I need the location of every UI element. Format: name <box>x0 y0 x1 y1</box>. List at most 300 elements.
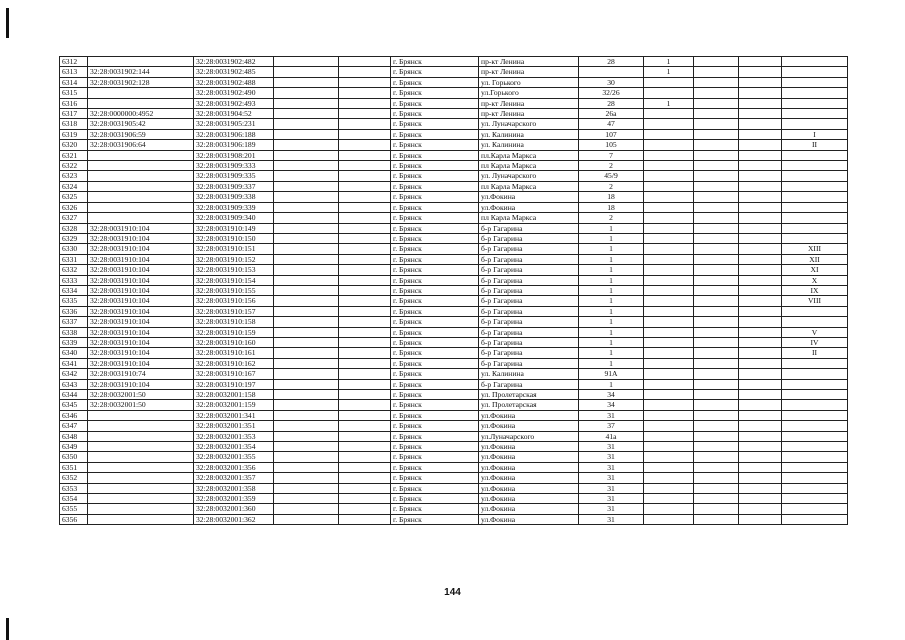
blank-cell-d <box>739 348 782 358</box>
city-cell: г. Брянск <box>391 337 479 347</box>
blank-cell-a <box>274 254 339 264</box>
house-number-cell: 107 <box>579 129 644 139</box>
row-number-cell: 6315 <box>60 88 88 98</box>
blank-cell-d <box>739 306 782 316</box>
blank-cell-a <box>274 67 339 77</box>
blank-cell-a <box>274 181 339 191</box>
table-row <box>60 275 848 285</box>
blank-cell-c <box>694 369 739 379</box>
building-cell <box>644 431 694 441</box>
blank-cell-b <box>339 161 391 171</box>
scan-edge-mark-bottom <box>6 618 9 640</box>
object-cadastral-number-cell: 32:28:0032001:358 <box>194 483 274 493</box>
building-cell <box>644 400 694 410</box>
street-cell: ул.Луначарского <box>479 431 579 441</box>
city-cell: г. Брянск <box>391 317 479 327</box>
parcel-cadastral-number-cell: 32:28:0031910:104 <box>88 317 194 327</box>
row-number-cell: 6350 <box>60 452 88 462</box>
parcel-cadastral-number-cell <box>88 483 194 493</box>
parcel-cadastral-number-cell: 32:28:0031910:104 <box>88 348 194 358</box>
parcel-cadastral-number-cell: 32:28:0031902:128 <box>88 77 194 87</box>
blank-cell-b <box>339 57 391 67</box>
row-number-cell: 6348 <box>60 431 88 441</box>
house-number-cell: 31 <box>579 410 644 420</box>
building-cell <box>644 223 694 233</box>
blank-cell-c <box>694 317 739 327</box>
parcel-cadastral-number-cell <box>88 462 194 472</box>
blank-cell-c <box>694 275 739 285</box>
parcel-cadastral-number-cell: 32:28:0031910:104 <box>88 337 194 347</box>
section-cell <box>782 67 848 77</box>
row-number-cell: 6313 <box>60 67 88 77</box>
house-number-cell: 28 <box>579 98 644 108</box>
object-cadastral-number-cell: 32:28:0032001:362 <box>194 514 274 524</box>
object-cadastral-number-cell: 32:28:0032001:159 <box>194 400 274 410</box>
street-cell: б-р Гагарина <box>479 254 579 264</box>
city-cell: г. Брянск <box>391 369 479 379</box>
table-row <box>60 57 848 67</box>
table-row <box>60 494 848 504</box>
city-cell: г. Брянск <box>391 244 479 254</box>
row-number-cell: 6325 <box>60 192 88 202</box>
house-number-cell: 1 <box>579 275 644 285</box>
street-cell: ул. Луначарского <box>479 171 579 181</box>
city-cell: г. Брянск <box>391 348 479 358</box>
street-cell: пл Карла Маркса <box>479 213 579 223</box>
street-cell: б-р Гагарина <box>479 306 579 316</box>
house-number-cell: 37 <box>579 421 644 431</box>
parcel-cadastral-number-cell <box>88 494 194 504</box>
row-number-cell: 6321 <box>60 150 88 160</box>
object-cadastral-number-cell: 32:28:0032001:360 <box>194 504 274 514</box>
table-row <box>60 462 848 472</box>
row-number-cell: 6322 <box>60 161 88 171</box>
row-number-cell: 6345 <box>60 400 88 410</box>
blank-cell-a <box>274 285 339 295</box>
section-cell <box>782 223 848 233</box>
house-number-cell: 34 <box>579 390 644 400</box>
object-cadastral-number-cell: 32:28:0032001:353 <box>194 431 274 441</box>
building-cell <box>644 265 694 275</box>
parcel-cadastral-number-cell: 32:28:0031906:59 <box>88 129 194 139</box>
city-cell: г. Брянск <box>391 109 479 119</box>
section-cell <box>782 192 848 202</box>
building-cell <box>644 129 694 139</box>
building-cell <box>644 494 694 504</box>
object-cadastral-number-cell: 32:28:0032001:356 <box>194 462 274 472</box>
blank-cell-a <box>274 192 339 202</box>
object-cadastral-number-cell: 32:28:0032001:355 <box>194 452 274 462</box>
street-cell: пл Карла Маркса <box>479 161 579 171</box>
blank-cell-a <box>274 442 339 452</box>
street-cell: б-р Гагарина <box>479 275 579 285</box>
house-number-cell: 1 <box>579 358 644 368</box>
section-cell: IX <box>782 285 848 295</box>
table-row <box>60 192 848 202</box>
street-cell: ул. Горького <box>479 77 579 87</box>
house-number-cell: 41а <box>579 431 644 441</box>
parcel-cadastral-number-cell <box>88 504 194 514</box>
house-number-cell <box>579 67 644 77</box>
street-cell: пл Карла Маркса <box>479 181 579 191</box>
object-cadastral-number-cell: 32:28:0031910:162 <box>194 358 274 368</box>
section-cell: II <box>782 348 848 358</box>
blank-cell-d <box>739 109 782 119</box>
row-number-cell: 6338 <box>60 327 88 337</box>
blank-cell-b <box>339 171 391 181</box>
street-cell: б-р Гагарина <box>479 233 579 243</box>
building-cell <box>644 327 694 337</box>
section-cell <box>782 400 848 410</box>
row-number-cell: 6331 <box>60 254 88 264</box>
city-cell: г. Брянск <box>391 421 479 431</box>
table-row <box>60 431 848 441</box>
street-cell: б-р Гагарина <box>479 265 579 275</box>
section-cell: X <box>782 275 848 285</box>
blank-cell-c <box>694 223 739 233</box>
house-number-cell: 31 <box>579 514 644 524</box>
row-number-cell: 6316 <box>60 98 88 108</box>
blank-cell-a <box>274 369 339 379</box>
house-number-cell: 2 <box>579 181 644 191</box>
house-number-cell: 34 <box>579 400 644 410</box>
blank-cell-d <box>739 77 782 87</box>
parcel-cadastral-number-cell: 32:28:0031910:104 <box>88 244 194 254</box>
parcel-cadastral-number-cell: 32:28:0000000:4952 <box>88 109 194 119</box>
street-cell: ул.Горького <box>479 88 579 98</box>
street-cell: б-р Гагарина <box>479 285 579 295</box>
section-cell <box>782 171 848 181</box>
building-cell: 1 <box>644 98 694 108</box>
row-number-cell: 6318 <box>60 119 88 129</box>
row-number-cell: 6323 <box>60 171 88 181</box>
city-cell: г. Брянск <box>391 181 479 191</box>
blank-cell-c <box>694 306 739 316</box>
building-cell <box>644 473 694 483</box>
object-cadastral-number-cell: 32:28:0032001:354 <box>194 442 274 452</box>
blank-cell-d <box>739 473 782 483</box>
property-registry-table <box>59 56 848 525</box>
house-number-cell: 1 <box>579 337 644 347</box>
blank-cell-d <box>739 213 782 223</box>
section-cell <box>782 504 848 514</box>
table-row <box>60 119 848 129</box>
street-cell: б-р Гагарина <box>479 379 579 389</box>
city-cell: г. Брянск <box>391 431 479 441</box>
blank-cell-c <box>694 192 739 202</box>
house-number-cell: 31 <box>579 483 644 493</box>
building-cell: 1 <box>644 67 694 77</box>
city-cell: г. Брянск <box>391 358 479 368</box>
city-cell: г. Брянск <box>391 483 479 493</box>
blank-cell-a <box>274 77 339 87</box>
city-cell: г. Брянск <box>391 171 479 181</box>
blank-cell-b <box>339 327 391 337</box>
house-number-cell: 26а <box>579 109 644 119</box>
blank-cell-d <box>739 358 782 368</box>
row-number-cell: 6320 <box>60 140 88 150</box>
blank-cell-a <box>274 150 339 160</box>
blank-cell-a <box>274 410 339 420</box>
row-number-cell: 6344 <box>60 390 88 400</box>
section-cell <box>782 109 848 119</box>
registry-table-body <box>60 57 848 525</box>
parcel-cadastral-number-cell <box>88 57 194 67</box>
object-cadastral-number-cell: 32:28:0031909:333 <box>194 161 274 171</box>
row-number-cell: 6336 <box>60 306 88 316</box>
parcel-cadastral-number-cell: 32:28:0031910:104 <box>88 327 194 337</box>
blank-cell-b <box>339 98 391 108</box>
building-cell <box>644 202 694 212</box>
house-number-cell: 105 <box>579 140 644 150</box>
section-cell <box>782 483 848 493</box>
blank-cell-d <box>739 431 782 441</box>
house-number-cell: 45/9 <box>579 171 644 181</box>
street-cell: ул. Пролетарская <box>479 390 579 400</box>
section-cell <box>782 379 848 389</box>
blank-cell-b <box>339 150 391 160</box>
blank-cell-d <box>739 442 782 452</box>
parcel-cadastral-number-cell: 32:28:0031910:104 <box>88 254 194 264</box>
blank-cell-d <box>739 483 782 493</box>
blank-cell-b <box>339 244 391 254</box>
table-row <box>60 452 848 462</box>
section-cell <box>782 452 848 462</box>
parcel-cadastral-number-cell <box>88 473 194 483</box>
blank-cell-b <box>339 442 391 452</box>
blank-cell-c <box>694 379 739 389</box>
house-number-cell: 31 <box>579 462 644 472</box>
city-cell: г. Брянск <box>391 400 479 410</box>
city-cell: г. Брянск <box>391 161 479 171</box>
blank-cell-d <box>739 223 782 233</box>
city-cell: г. Брянск <box>391 306 479 316</box>
section-cell <box>782 390 848 400</box>
city-cell: г. Брянск <box>391 233 479 243</box>
blank-cell-a <box>274 358 339 368</box>
house-number-cell: 91А <box>579 369 644 379</box>
blank-cell-a <box>274 202 339 212</box>
blank-cell-d <box>739 254 782 264</box>
scan-edge-mark-top <box>6 8 9 38</box>
document-page <box>59 56 847 525</box>
city-cell: г. Брянск <box>391 140 479 150</box>
blank-cell-c <box>694 233 739 243</box>
blank-cell-a <box>274 296 339 306</box>
city-cell: г. Брянск <box>391 452 479 462</box>
object-cadastral-number-cell: 32:28:0031909:339 <box>194 202 274 212</box>
object-cadastral-number-cell: 32:28:0031910:157 <box>194 306 274 316</box>
object-cadastral-number-cell: 32:28:0032001:351 <box>194 421 274 431</box>
blank-cell-c <box>694 410 739 420</box>
object-cadastral-number-cell: 32:28:0031909:340 <box>194 213 274 223</box>
blank-cell-a <box>274 431 339 441</box>
table-row <box>60 213 848 223</box>
blank-cell-c <box>694 494 739 504</box>
city-cell: г. Брянск <box>391 473 479 483</box>
table-row <box>60 442 848 452</box>
blank-cell-b <box>339 129 391 139</box>
parcel-cadastral-number-cell <box>88 161 194 171</box>
object-cadastral-number-cell: 32:28:0032001:357 <box>194 473 274 483</box>
blank-cell-c <box>694 452 739 462</box>
blank-cell-d <box>739 452 782 462</box>
street-cell: ул. Калинина <box>479 369 579 379</box>
building-cell <box>644 306 694 316</box>
city-cell: г. Брянск <box>391 442 479 452</box>
row-number-cell: 6354 <box>60 494 88 504</box>
house-number-cell: 47 <box>579 119 644 129</box>
street-cell: ул.Фокина <box>479 494 579 504</box>
blank-cell-d <box>739 202 782 212</box>
blank-cell-d <box>739 514 782 524</box>
blank-cell-c <box>694 67 739 77</box>
blank-cell-d <box>739 150 782 160</box>
house-number-cell: 1 <box>579 379 644 389</box>
parcel-cadastral-number-cell <box>88 202 194 212</box>
section-cell <box>782 181 848 191</box>
blank-cell-a <box>274 452 339 462</box>
row-number-cell: 6346 <box>60 410 88 420</box>
house-number-cell: 28 <box>579 57 644 67</box>
blank-cell-b <box>339 192 391 202</box>
row-number-cell: 6330 <box>60 244 88 254</box>
row-number-cell: 6333 <box>60 275 88 285</box>
table-row <box>60 390 848 400</box>
object-cadastral-number-cell: 32:28:0031909:338 <box>194 192 274 202</box>
table-row <box>60 150 848 160</box>
parcel-cadastral-number-cell <box>88 181 194 191</box>
blank-cell-d <box>739 296 782 306</box>
section-cell <box>782 77 848 87</box>
blank-cell-c <box>694 140 739 150</box>
blank-cell-d <box>739 233 782 243</box>
blank-cell-a <box>274 119 339 129</box>
table-row <box>60 379 848 389</box>
row-number-cell: 6341 <box>60 358 88 368</box>
row-number-cell: 6342 <box>60 369 88 379</box>
building-cell <box>644 213 694 223</box>
street-cell: б-р Гагарина <box>479 244 579 254</box>
blank-cell-b <box>339 140 391 150</box>
row-number-cell: 6340 <box>60 348 88 358</box>
blank-cell-b <box>339 369 391 379</box>
section-cell <box>782 358 848 368</box>
table-row <box>60 337 848 347</box>
building-cell <box>644 462 694 472</box>
table-row <box>60 369 848 379</box>
blank-cell-a <box>274 57 339 67</box>
blank-cell-a <box>274 400 339 410</box>
table-row <box>60 317 848 327</box>
city-cell: г. Брянск <box>391 119 479 129</box>
row-number-cell: 6355 <box>60 504 88 514</box>
row-number-cell: 6339 <box>60 337 88 347</box>
parcel-cadastral-number-cell: 32:28:0031910:104 <box>88 285 194 295</box>
blank-cell-a <box>274 317 339 327</box>
house-number-cell: 31 <box>579 442 644 452</box>
object-cadastral-number-cell: 32:28:0031904:52 <box>194 109 274 119</box>
building-cell: 1 <box>644 57 694 67</box>
section-cell <box>782 57 848 67</box>
blank-cell-b <box>339 400 391 410</box>
blank-cell-d <box>739 192 782 202</box>
object-cadastral-number-cell: 32:28:0031910:161 <box>194 348 274 358</box>
building-cell <box>644 452 694 462</box>
table-row <box>60 285 848 295</box>
building-cell <box>644 244 694 254</box>
section-cell: IV <box>782 337 848 347</box>
blank-cell-b <box>339 337 391 347</box>
blank-cell-c <box>694 337 739 347</box>
blank-cell-b <box>339 358 391 368</box>
parcel-cadastral-number-cell: 32:28:0031910:104 <box>88 379 194 389</box>
blank-cell-a <box>274 140 339 150</box>
parcel-cadastral-number-cell <box>88 442 194 452</box>
city-cell: г. Брянск <box>391 296 479 306</box>
table-row <box>60 171 848 181</box>
blank-cell-b <box>339 181 391 191</box>
row-number-cell: 6329 <box>60 233 88 243</box>
row-number-cell: 6314 <box>60 77 88 87</box>
building-cell <box>644 140 694 150</box>
house-number-cell: 1 <box>579 254 644 264</box>
section-cell <box>782 306 848 316</box>
table-row <box>60 181 848 191</box>
blank-cell-d <box>739 98 782 108</box>
parcel-cadastral-number-cell: 32:28:0031902:144 <box>88 67 194 77</box>
street-cell: б-р Гагарина <box>479 223 579 233</box>
parcel-cadastral-number-cell <box>88 421 194 431</box>
object-cadastral-number-cell: 32:28:0031902:490 <box>194 88 274 98</box>
building-cell <box>644 181 694 191</box>
blank-cell-a <box>274 462 339 472</box>
row-number-cell: 6356 <box>60 514 88 524</box>
house-number-cell: 31 <box>579 494 644 504</box>
blank-cell-d <box>739 140 782 150</box>
street-cell: пр-кт Ленина <box>479 98 579 108</box>
blank-cell-a <box>274 337 339 347</box>
city-cell: г. Брянск <box>391 254 479 264</box>
object-cadastral-number-cell: 32:28:0031902:493 <box>194 98 274 108</box>
section-cell <box>782 462 848 472</box>
section-cell <box>782 369 848 379</box>
row-number-cell: 6317 <box>60 109 88 119</box>
row-number-cell: 6335 <box>60 296 88 306</box>
blank-cell-b <box>339 421 391 431</box>
blank-cell-c <box>694 483 739 493</box>
city-cell: г. Брянск <box>391 265 479 275</box>
section-cell <box>782 317 848 327</box>
house-number-cell: 1 <box>579 348 644 358</box>
table-row <box>60 161 848 171</box>
blank-cell-c <box>694 442 739 452</box>
street-cell: ул.Фокина <box>479 504 579 514</box>
blank-cell-b <box>339 317 391 327</box>
building-cell <box>644 410 694 420</box>
blank-cell-a <box>274 129 339 139</box>
blank-cell-b <box>339 348 391 358</box>
object-cadastral-number-cell: 32:28:0031910:158 <box>194 317 274 327</box>
city-cell: г. Брянск <box>391 504 479 514</box>
section-cell <box>782 421 848 431</box>
parcel-cadastral-number-cell: 32:28:0032001:50 <box>88 390 194 400</box>
blank-cell-a <box>274 223 339 233</box>
object-cadastral-number-cell: 32:28:0031902:488 <box>194 77 274 87</box>
blank-cell-a <box>274 421 339 431</box>
blank-cell-d <box>739 317 782 327</box>
blank-cell-a <box>274 494 339 504</box>
